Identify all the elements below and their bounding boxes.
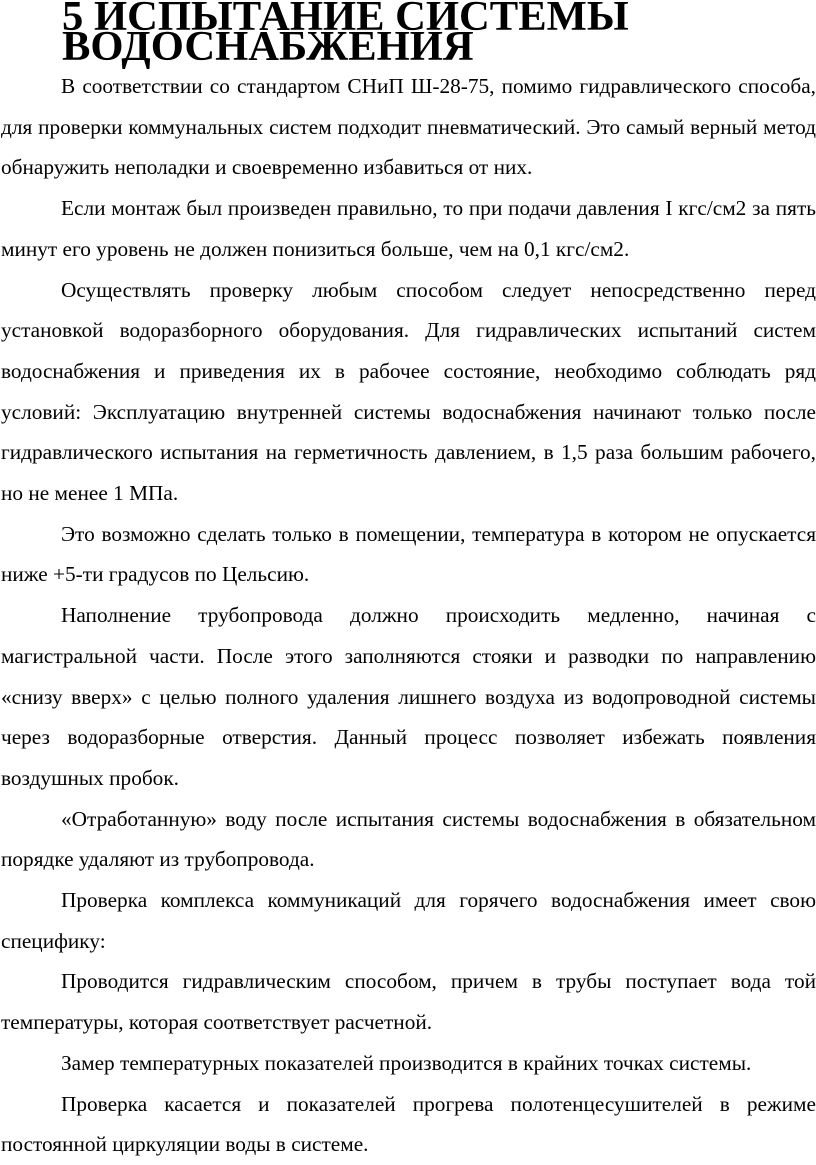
paragraph-used-water: «Отработанную» воду после испытания системы водоснабжения в обязательном порядке удаляют из трубопровода. bbox=[1, 806, 816, 872]
paragraph-standard: В соответствии со стандартом СНиП Ш-28-75, помимо гидравлического способа, для проверки коммунальных систем подходит пневматический. Это самый верный метод обнаружить неполадки и своевременно избавиться от них. bbox=[1, 74, 816, 180]
section-heading: 5 ИСПЫТАНИЕ СИСТЕМЫ ВОДОСНАБЖЕНИЯ bbox=[62, 0, 629, 70]
paragraph-temperature: Это возможно сделать только в помещении, температура в котором не опускается ниже +5-ти градусов по Цельсию. bbox=[1, 521, 816, 587]
paragraph-conditions: Осуществлять проверку любым способом следует непосредственно перед установкой водоразборного оборудования. Для гидравлических испытаний систем водоснабжения и приведения их в рабочее состояние, необходимо соблюдать ряд условий: Эксплуатацию внутренней системы водоснабжения начинают только после гидравлического испытания на герметичность давлением, в 1,5 раза большим рабочего, но не менее 1 МПа. bbox=[1, 277, 816, 506]
paragraph-towel-dryers: Проверка касается и показателей прогрева полотенцесушителей в режиме постоянной циркуляции воды в системе. bbox=[1, 1091, 816, 1157]
paragraph-filling: Наполнение трубопровода должно происходить медленно, начиная с магистральной части. После этого заполняются стояки и разводки по направлению «снизу вверх» с целью полного удаления лишнего воздуха из водопроводной системы через водоразборные отверстия. Данный процесс позволяет избежать появления воздушных пробок. bbox=[1, 603, 816, 790]
paragraph-pressure: Если монтаж был произведен правильно, то при подачи давления I кгс/см2 за пять минут его уровень не должен понизиться больше, чем на 0,1 кгс/см2. bbox=[1, 196, 816, 261]
paragraph-hot-water: Проверка комплекса коммуникаций для горячего водоснабжения имеет свою специфику: bbox=[1, 888, 816, 953]
paragraph-measurement: Замер температурных показателей производится в крайних точках системы. bbox=[61, 1050, 752, 1075]
paragraph-hydraulic: Проводится гидравлическим способом, причем в трубы поступает вода той температуры, которая соответствует расчетной. bbox=[1, 969, 816, 1035]
